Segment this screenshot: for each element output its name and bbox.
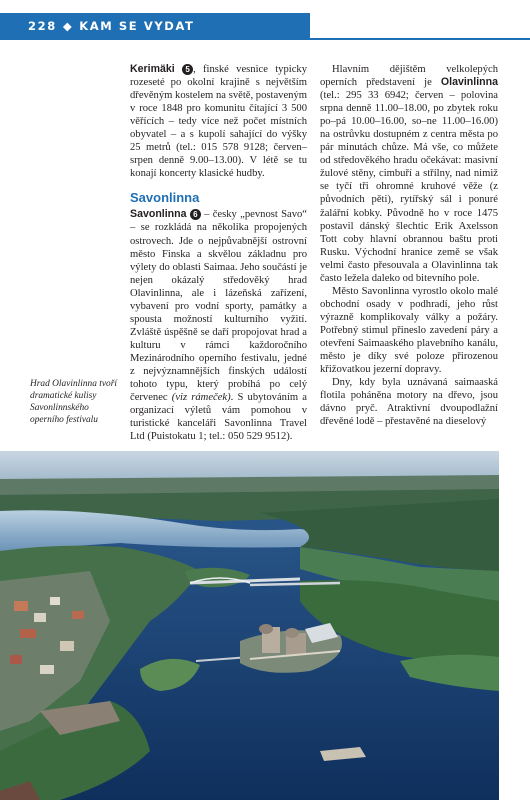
paragraph-text: . S ubytováním a organizací výletů vám pomohou v turistické kanceláři Savonlinna Travel Ltd (Puistokatu 1; tel.: 050 529 9512). <box>130 392 307 443</box>
text-column-right <box>320 63 498 428</box>
paragraph-town-history: Město Savonlinna vyrostlo okolo malé obchodní osady v podhradí, jeho růst výrazně komplikovaly války a požáry. Potřebný stimul přineslo zavedení páry a otevření Saimaaského plavebního kanálu, město je díky své poloze přirozenou křižovatkou jezerní dopravy. <box>320 285 498 376</box>
map-marker-5-icon: 5 <box>182 64 193 75</box>
text-column-left <box>130 63 307 443</box>
paragraph-saimaa-fleet: Dny, kdy byla uznávaná saimaaská flotila poháněna motory na dřevo, jsou dávno pryč. Atraktivní dvoupodlažní dřevěné lodě – přestavěné na dieselový <box>320 377 498 428</box>
paragraph-savonlinna <box>130 208 307 443</box>
photo-caption: Hrad Olavinlinna tvoří dramatické kulisy Savonlinnského operního festivalu <box>30 379 117 425</box>
header-rule <box>310 38 530 40</box>
map-marker-6-icon: 6 <box>190 209 201 220</box>
paragraph-kerimaki <box>130 63 307 180</box>
olavinlinna-aerial-photo <box>0 451 499 800</box>
header-text <box>28 19 201 33</box>
running-header <box>0 0 530 44</box>
paragraph-text: – česky „pevnost Savo“ – se rozkládá na několika propojených ostrovech. Jde o nejpůvabnější ostrovní město Finska a skvělou základnu pro výlety do oblasti Saimaa. Jeho součástí je nejen okázalý středověký hrad Olavinlinna, ale i lázeňská zařízení, vybavení pro vodní sporty, památky a spousta možností kulturního vyžití. Zvláště úspěšně se daří propojovat hrad a kulturu v rámci každoročního Mezinárodního operního festivalu, jedné z nejvýznamnějších finských událostí tohoto typu, který probíhá po celý červenec <box>130 209 307 404</box>
page-number: 228 <box>28 19 57 33</box>
paragraph-text: Hlavním dějištěm velkolepých operních představení je <box>320 64 498 89</box>
section-title-header: KAM SE VYDAT <box>79 19 195 33</box>
lead-term-kerimaki: Kerimäki <box>130 63 175 75</box>
section-heading-savonlinna: Savonlinna <box>130 190 200 206</box>
paragraph-olavinlinna <box>320 63 498 285</box>
diamond-separator-icon: ◆ <box>62 19 74 33</box>
cross-reference: (viz rámeček) <box>171 392 231 404</box>
lead-term-savonlinna: Savonlinna <box>130 208 187 221</box>
lead-term-olavinlinna: Olavinlinna <box>440 76 498 89</box>
paragraph-text: (tel.: 295 33 6942; červen – polovina srpna denně 11.00–18.00, po zbytek roku po–pá 10.00–16.00, so–ne 11.00–16.00) na ostrůvku dostupném z centra města po pár minutách chůze. Má vše, co můžete od středověkého hradu očekávat: masivní žulové stěny, cimbuří a střílny, nad nimiž se tyčí tři ohromné kruhové věže (z původních pěti), rytířský sál i ponuré žalářní kobky. Původně ho v roce 1475 postavil dánský šlechtic Erik Axelsson Tott coby hlavní obrannou baštu proti Rusku. Východní hranice země se však velmi často přesouvala a Olavinlinna tak často ležela daleko od bitevního pole. <box>320 90 498 284</box>
paragraph-text: , finské vesnice typicky rozeseté po okolní krajině s největším dřevěným kostelem na světě, postaveným v roce 1848 pro komunitu čítající 3 500 věřících – tedy více než počet místních obyvatel – a s kupolí sahající do výšky 25 metrů (tel.: 015 578 9128; červen–srpen denně 9.00–13.00). V létě se tu konají koncerty klasické hudby. <box>130 64 307 180</box>
